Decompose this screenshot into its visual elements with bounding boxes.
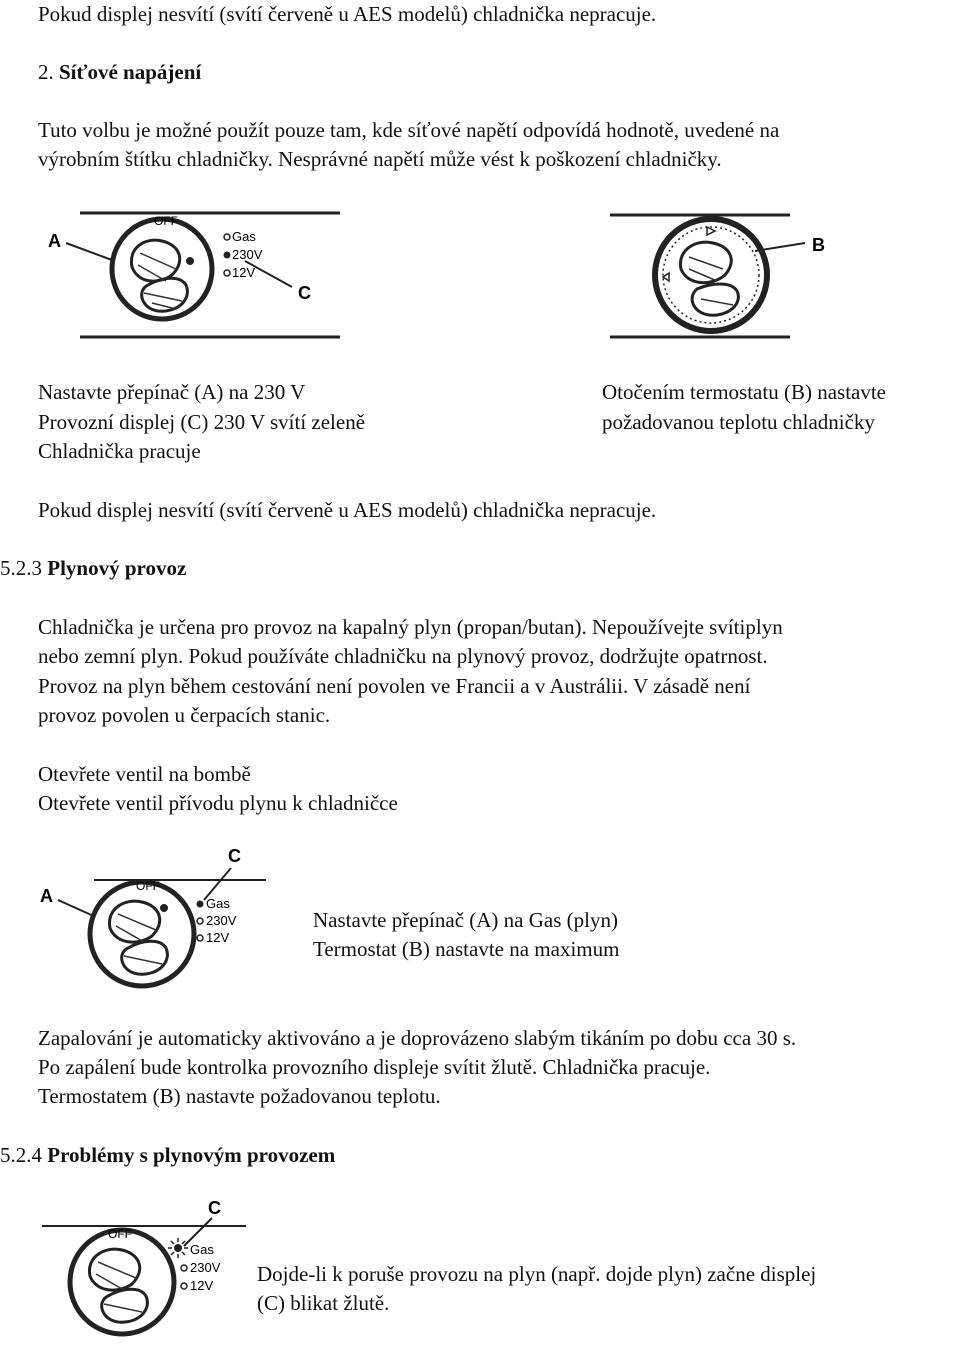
- paragraph-mains-line-2: výrobním štítku chladničky. Nesprávné napětí může vést k poškození chladničky.: [38, 147, 722, 171]
- v12-label: 12V: [206, 930, 230, 945]
- section-heading-mains: [38, 58, 201, 87]
- v12-label: 12V: [232, 265, 256, 280]
- thermostat-figure: [605, 205, 845, 345]
- gas-label: Gas: [232, 229, 256, 244]
- caption-problem-line-1: Dojde-li k poruše provozu na plyn (např. dojde plyn) začne displej: [257, 1262, 817, 1286]
- blinking-indicator: [168, 1238, 188, 1258]
- section-heading-problems: [0, 1141, 335, 1170]
- selector-switch-gas-figure: [36, 842, 266, 992]
- label-a: A: [48, 231, 61, 251]
- paragraph-ignition-line-2: Po zapálení bude kontrolka provozního displeje svítit žlutě. Chladnička pracuje.: [38, 1055, 711, 1079]
- off-label: OFF: [154, 214, 178, 228]
- caption-right-line-2: požadovanou teplotu chladničky: [602, 410, 875, 434]
- caption-left-line-2: Provozní displej (C) 230 V svítí zeleně: [38, 410, 366, 434]
- off-label: OFF: [108, 1227, 132, 1241]
- paragraph-mains-line-1: Tuto volbu je možné použít pouze tam, kde síťové napětí odpovídá hodnotě, uvedené na: [38, 118, 780, 142]
- gas-label: Gas: [190, 1242, 214, 1257]
- paragraph-display-warning-mid: Pokud displej nesvítí (svítí červeně u AES modelů) chladnička nepracuje.: [38, 498, 657, 522]
- selector-knob: [90, 882, 194, 986]
- paragraph-display-warning-top: Pokud displej nesvítí (svítí červeně u AES modelů) chladnička nepracuje.: [38, 2, 657, 26]
- label-b: B: [812, 235, 825, 255]
- label-c: C: [228, 846, 241, 866]
- v230-label: 230V: [232, 247, 263, 262]
- selector-switch-230v-figure: [40, 205, 340, 345]
- off-label: OFF: [136, 879, 160, 893]
- paragraph-gas-line-4: provoz povolen u čerpacích stanic.: [38, 703, 331, 727]
- paragraph-gas-line-3: Provoz na plyn během cestování není povolen ve Francii a v Austrálii. V zásadě není: [38, 674, 751, 698]
- paragraph-ignition-line-3: Termostatem (B) nastavte požadovanou teplotu.: [38, 1084, 441, 1108]
- section-title: Problémy s plynovým provozem: [47, 1143, 336, 1167]
- caption-gas-line-2: Termostat (B) nastavte na maximum: [313, 937, 620, 961]
- section-number: 5.2.4: [0, 1143, 42, 1167]
- label-a: A: [40, 886, 53, 906]
- paragraph-gas-line-1: Chladnička je určena pro provoz na kapalný plyn (propan/butan). Nepoužívejte svítiplyn: [38, 615, 783, 639]
- step-open-valve-supply: Otevřete ventil přívodu plynu k chladničce: [38, 791, 398, 815]
- caption-problem-line-2: (C) blikat žlutě.: [257, 1291, 390, 1315]
- paragraph-gas-line-2: nebo zemní plyn. Pokud používáte chladničku na plynový provoz, dodržujte opatrnost.: [38, 644, 768, 668]
- selector-knob: [70, 1230, 174, 1334]
- label-c: C: [298, 283, 311, 303]
- v230-label: 230V: [190, 1260, 221, 1275]
- section-number: 2.: [38, 60, 54, 84]
- caption-left-line-1: Nastavte přepínač (A) na 230 V: [38, 380, 306, 404]
- paragraph-ignition-line-1: Zapalování je automaticky aktivováno a je doprovázeno slabým tikáním po dobu cca 30 s.: [38, 1026, 797, 1050]
- selector-switch-blinking-figure: [36, 1196, 246, 1346]
- v230-label: 230V: [206, 913, 237, 928]
- section-heading-gas: [0, 554, 186, 583]
- section-title: Síťové napájení: [59, 60, 202, 84]
- gas-label: Gas: [206, 896, 230, 911]
- step-open-valve-bottle: Otevřete ventil na bombě: [38, 762, 251, 786]
- label-c: C: [208, 1198, 221, 1218]
- v12-label: 12V: [190, 1278, 214, 1293]
- section-number: 5.2.3: [0, 556, 42, 580]
- selector-knob: [112, 219, 212, 319]
- caption-gas-line-1: Nastavte přepínač (A) na Gas (plyn): [313, 908, 618, 932]
- caption-right-line-1: Otočením termostatu (B) nastavte: [602, 380, 887, 404]
- caption-left-line-3: Chladnička pracuje: [38, 439, 201, 463]
- section-title: Plynový provoz: [47, 556, 187, 580]
